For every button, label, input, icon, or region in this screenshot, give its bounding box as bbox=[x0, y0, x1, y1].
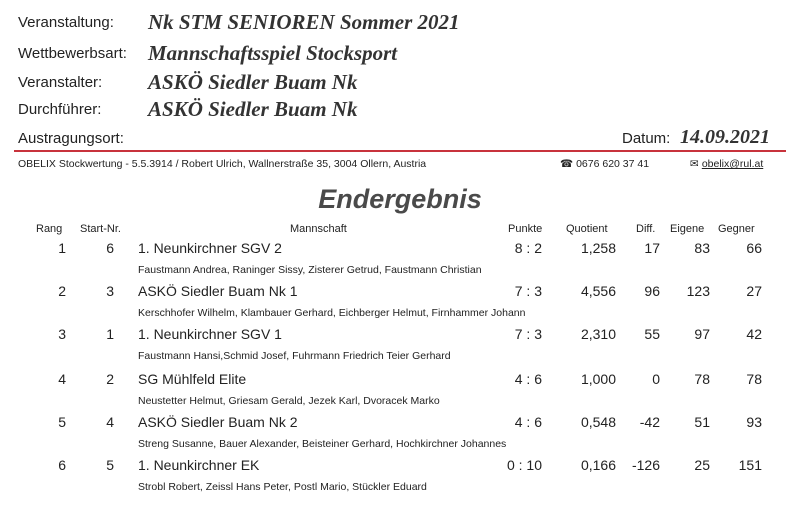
row-rang: 2 bbox=[58, 283, 66, 299]
row-gegner: 42 bbox=[746, 326, 762, 342]
row-startnr: 2 bbox=[106, 371, 114, 387]
col-mannschaft: Mannschaft bbox=[290, 223, 347, 235]
row-team: ASKÖ Siedler Buam Nk 2 bbox=[138, 414, 298, 430]
durchfuehrer-label: Durchführer: bbox=[18, 101, 102, 118]
row-members: Faustmann Andrea, Raninger Sissy, Zisterer Getrud, Faustmann Christian bbox=[138, 264, 482, 276]
datum-label: Datum: bbox=[622, 130, 671, 147]
row-diff: -126 bbox=[631, 457, 660, 473]
row-startnr: 1 bbox=[106, 326, 114, 342]
phone-icon: ☎ bbox=[560, 158, 574, 170]
row-gegner: 27 bbox=[746, 283, 762, 299]
row-diff: 96 bbox=[644, 283, 660, 299]
row-diff: 0 bbox=[652, 371, 660, 387]
row-rang: 6 bbox=[58, 457, 66, 473]
mail-icon: ✉ bbox=[690, 158, 699, 170]
austragungsort-label: Austragungsort: bbox=[18, 130, 124, 147]
row-team: 1. Neunkirchner EK bbox=[138, 457, 260, 473]
software-info: OBELIX Stockwertung - 5.5.3914 / Robert Ulrich, Wallnerstraße 35, 3004 Ollern, Austria bbox=[18, 158, 427, 170]
wettbewerbsart-value: Mannschaftsspiel Stocksport bbox=[148, 41, 398, 65]
row-startnr: 5 bbox=[106, 457, 114, 473]
veranstalter-label: Veranstalter: bbox=[18, 74, 103, 91]
row-diff: 17 bbox=[644, 240, 660, 256]
datum-value: 14.09.2021 bbox=[680, 126, 770, 148]
row-quotient: 1,000 bbox=[580, 371, 616, 387]
row-startnr: 6 bbox=[106, 240, 114, 256]
row-rang: 3 bbox=[58, 326, 66, 342]
row-quotient: 1,258 bbox=[580, 240, 616, 256]
durchfuehrer-value: ASKÖ Siedler Buam Nk bbox=[148, 97, 358, 121]
row-gegner: 78 bbox=[746, 371, 762, 387]
row-team: 1. Neunkirchner SGV 2 bbox=[138, 240, 282, 256]
row-diff: 55 bbox=[644, 326, 660, 342]
row-diff: -42 bbox=[639, 414, 660, 430]
row-quotient: 0,166 bbox=[580, 457, 616, 473]
phone-number: 0676 620 37 41 bbox=[576, 158, 650, 170]
row-eigene: 123 bbox=[686, 283, 710, 299]
row-members: Strobl Robert, Zeissl Hans Peter, Postl Mario, Stückler Eduard bbox=[138, 481, 427, 493]
row-eigene: 78 bbox=[694, 371, 710, 387]
email-address: obelix@rul.at bbox=[701, 158, 764, 170]
row-team: ASKÖ Siedler Buam Nk 1 bbox=[138, 283, 298, 299]
row-punkte: 0 : 10 bbox=[506, 457, 542, 473]
phone-info bbox=[560, 158, 649, 170]
row-eigene: 97 bbox=[694, 326, 710, 342]
row-gegner: 66 bbox=[746, 240, 762, 256]
row-quotient: 4,556 bbox=[580, 283, 616, 299]
col-gegner: Gegner bbox=[718, 223, 755, 235]
page-title: Endergebnis bbox=[318, 184, 482, 214]
row-punkte: 4 : 6 bbox=[514, 414, 542, 430]
col-rang: Rang bbox=[36, 223, 63, 235]
row-rang: 4 bbox=[58, 371, 66, 387]
header-divider bbox=[14, 150, 786, 152]
row-startnr: 4 bbox=[106, 414, 114, 430]
row-members: Streng Susanne, Bauer Alexander, Beisteiner Gerhard, Hochkirchner Johannes bbox=[138, 438, 507, 450]
row-team: 1. Neunkirchner SGV 1 bbox=[138, 326, 282, 342]
veranstaltung-value: Nk STM SENIOREN Sommer 2021 bbox=[148, 10, 460, 34]
row-eigene: 25 bbox=[694, 457, 710, 473]
row-rang: 5 bbox=[58, 414, 66, 430]
veranstalter-value: ASKÖ Siedler Buam Nk bbox=[148, 70, 358, 94]
col-quotient: Quotient bbox=[566, 223, 608, 235]
col-startnr: Start-Nr. bbox=[80, 223, 121, 235]
row-punkte: 4 : 6 bbox=[514, 371, 542, 387]
row-startnr: 3 bbox=[106, 283, 114, 299]
col-diff: Diff. bbox=[636, 223, 656, 235]
row-quotient: 0,548 bbox=[580, 414, 616, 430]
col-punkte: Punkte bbox=[508, 223, 543, 235]
row-eigene: 83 bbox=[694, 240, 710, 256]
row-rang: 1 bbox=[58, 240, 66, 256]
row-quotient: 2,310 bbox=[580, 326, 616, 342]
wettbewerbsart-label: Wettbewerbsart: bbox=[18, 45, 127, 62]
row-members: Neustetter Helmut, Griesam Gerald, Jezek Karl, Dvoracek Marko bbox=[138, 395, 440, 407]
email-info bbox=[690, 158, 763, 170]
row-punkte: 7 : 3 bbox=[514, 326, 542, 342]
row-punkte: 7 : 3 bbox=[514, 283, 542, 299]
row-members: Faustmann Hansi,Schmid Josef, Fuhrmann Friedrich Teier Gerhard bbox=[138, 350, 451, 362]
veranstaltung-label: Veranstaltung: bbox=[18, 14, 114, 31]
row-members: Kerschhofer Wilhelm, Klambauer Gerhard, Eichberger Helmut, Firnhammer Johann bbox=[138, 307, 526, 319]
col-eigene: Eigene bbox=[670, 223, 705, 235]
row-gegner: 151 bbox=[738, 457, 762, 473]
row-eigene: 51 bbox=[694, 414, 710, 430]
row-gegner: 93 bbox=[746, 414, 762, 430]
row-team: SG Mühlfeld Elite bbox=[138, 371, 247, 387]
row-punkte: 8 : 2 bbox=[514, 240, 542, 256]
